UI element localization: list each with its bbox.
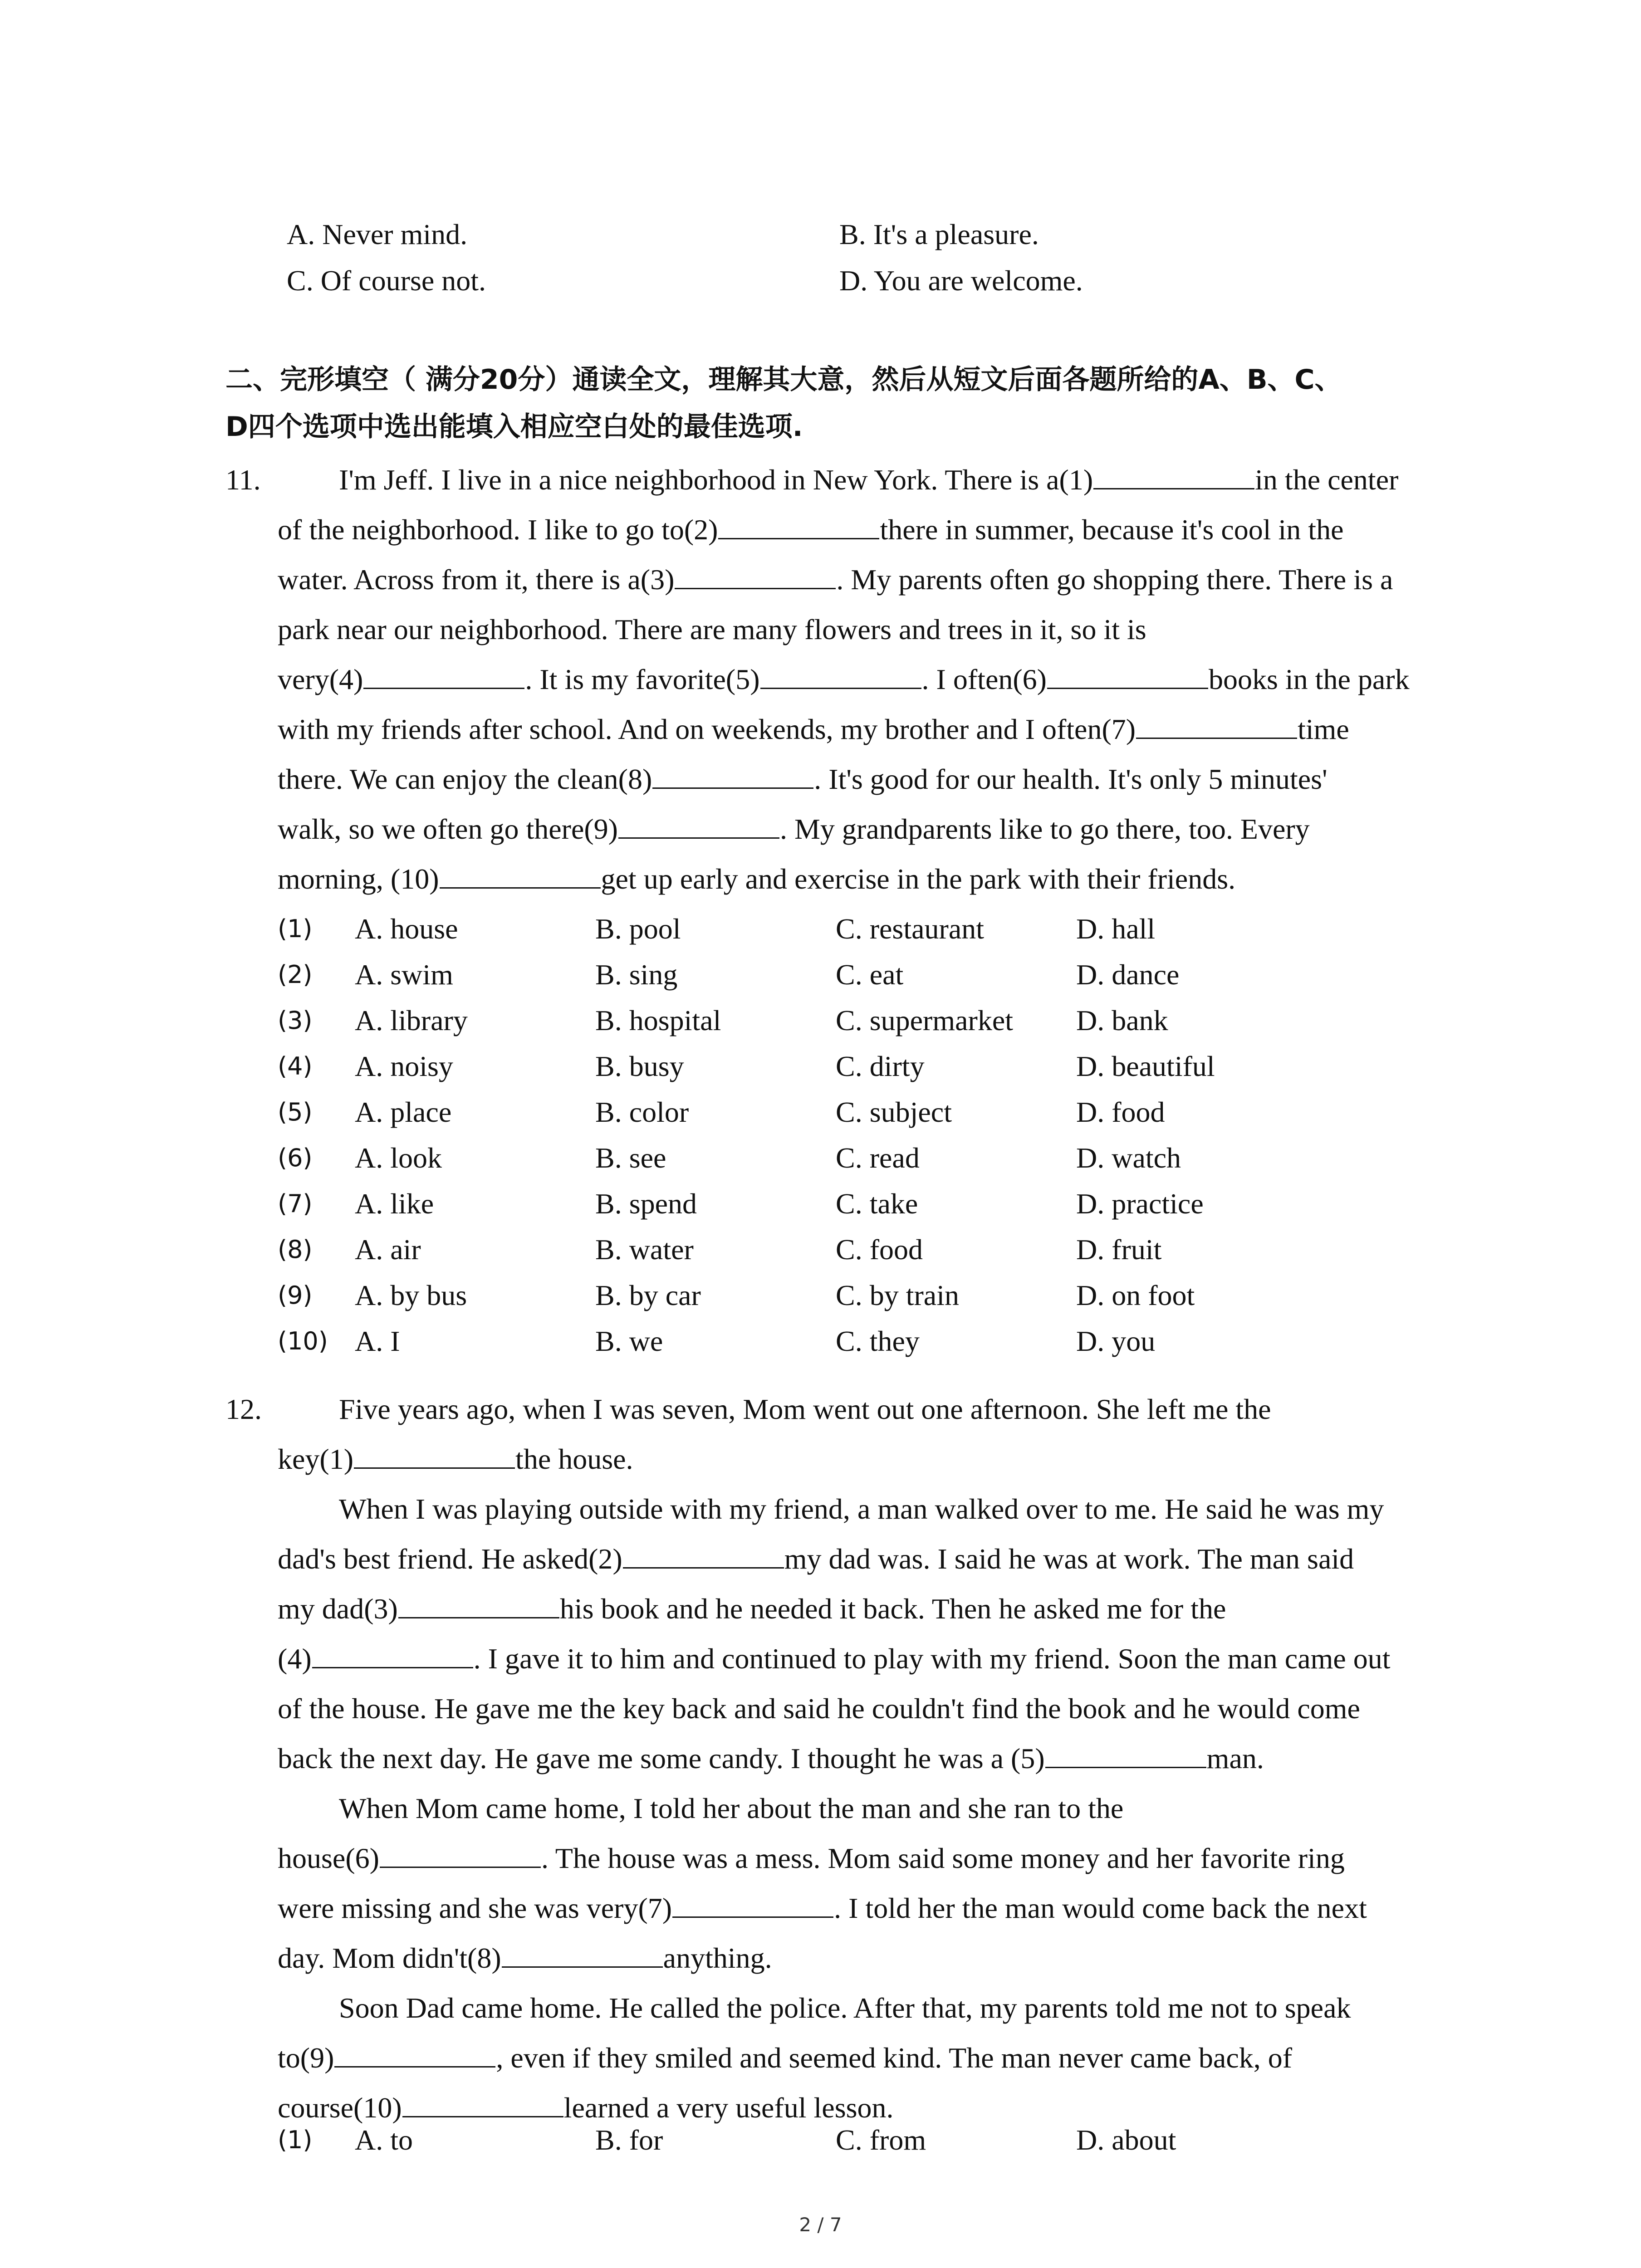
passage-line: water. Across from it, there is a(3) . My parents often go shopping there. There is a: [278, 555, 1453, 605]
passage-line: Soon Dad came home. He called the police. After that, my parents told me not to speak: [339, 1992, 1351, 2024]
option-b[interactable]: B. spend: [595, 1188, 697, 1220]
answer-blank: [363, 661, 524, 689]
option-d[interactable]: D. beautiful: [1076, 1050, 1215, 1082]
answer-blank: [440, 861, 601, 889]
option-c[interactable]: C. restaurant: [836, 913, 984, 945]
option-d[interactable]: D. on foot: [1076, 1279, 1195, 1311]
option-index: (1): [278, 2126, 313, 2154]
answer-blank: [675, 562, 836, 589]
answer-blank: [718, 512, 879, 539]
option-index: (7): [278, 1189, 313, 1218]
passage-line: I'm Jeff. I live in a nice neighborhood in New York. There is a(1) in the center: [278, 455, 1453, 505]
answer-blank: [760, 661, 921, 689]
passage-line: course(10) learned a very useful lesson.: [278, 2083, 1453, 2133]
option-b: B. It's a pleasure.: [839, 218, 1039, 250]
passage-line: When Mom came home, I told her about the man and she ran to the: [339, 1792, 1124, 1824]
answer-blank: [652, 761, 813, 789]
answer-blank: [334, 2040, 495, 2068]
answer-blank: [672, 1890, 833, 1918]
passage-line: with my friends after school. And on weekends, my brother and I often(7) time: [278, 704, 1453, 754]
option-c: C. Of course not.: [287, 264, 486, 297]
passage-line: When I was playing outside with my friend, a man walked over to me. He said he was my: [339, 1493, 1384, 1525]
option-c[interactable]: C. take: [836, 1188, 918, 1220]
answer-blank: [398, 1591, 559, 1618]
option-c[interactable]: C. by train: [836, 1279, 959, 1311]
answer-blank: [312, 1641, 473, 1668]
option-c[interactable]: C. food: [836, 1233, 923, 1266]
option-b[interactable]: B. color: [595, 1096, 689, 1128]
option-c[interactable]: C. dirty: [836, 1050, 925, 1082]
option-d[interactable]: D. practice: [1076, 1188, 1204, 1220]
option-a[interactable]: A. noisy: [355, 1050, 453, 1082]
section-heading-line1: 二、完形填空（ 满分20分）通读全文，理解其大意，然后从短文后面各题所给的A、B、C、: [225, 364, 1342, 396]
passage-line: morning, (10) get up early and exercise in the park with their friends.: [278, 854, 1453, 904]
option-a[interactable]: A. library: [355, 1004, 468, 1036]
option-b[interactable]: B. for: [595, 2124, 663, 2156]
option-d[interactable]: D. bank: [1076, 1004, 1168, 1036]
option-d[interactable]: D. fruit: [1076, 1233, 1162, 1266]
passage-line: Five years ago, when I was seven, Mom went out one afternoon. She left me the: [339, 1393, 1271, 1425]
passage-line: park near our neighborhood. There are many flowers and trees in it, so it is: [278, 613, 1146, 645]
option-c[interactable]: C. eat: [836, 958, 904, 991]
passage-line: my dad(3) his book and he needed it back. Then he asked me for the: [278, 1584, 1453, 1634]
passage-12: [278, 1384, 1453, 2133]
question-number-11: 11.: [225, 464, 261, 496]
answer-blank: [380, 1840, 541, 1868]
option-index: (10): [278, 1327, 328, 1355]
option-d[interactable]: D. watch: [1076, 1142, 1181, 1174]
option-c[interactable]: C. from: [836, 2124, 926, 2156]
option-b[interactable]: B. sing: [595, 958, 678, 991]
answer-blank: [623, 1541, 784, 1569]
section-heading-line2: D四个选项中选出能填入相应空白处的最佳选项.: [225, 411, 803, 443]
option-index: (6): [278, 1144, 313, 1172]
option-index: (4): [278, 1052, 313, 1080]
option-index: (3): [278, 1006, 313, 1035]
option-c[interactable]: C. supermarket: [836, 1004, 1013, 1036]
option-c[interactable]: C. read: [836, 1142, 920, 1174]
option-a[interactable]: A. house: [355, 913, 458, 945]
answer-blank: [1093, 462, 1254, 489]
option-index: (5): [278, 1098, 313, 1126]
option-index: (2): [278, 960, 313, 989]
option-a[interactable]: A. look: [355, 1142, 442, 1174]
option-a[interactable]: A. air: [355, 1233, 421, 1266]
option-a[interactable]: A. like: [355, 1188, 434, 1220]
answer-blank: [354, 1441, 515, 1469]
option-d[interactable]: D. food: [1076, 1096, 1165, 1128]
option-b[interactable]: B. water: [595, 1233, 694, 1266]
option-d[interactable]: D. hall: [1076, 913, 1156, 945]
option-b[interactable]: B. pool: [595, 913, 681, 945]
option-d: D. You are welcome.: [839, 264, 1083, 297]
passage-line: house(6) . The house was a mess. Mom said some money and her favorite ring: [278, 1833, 1453, 1883]
option-b[interactable]: B. we: [595, 1325, 663, 1357]
option-d[interactable]: D. about: [1076, 2124, 1176, 2156]
option-index: (1): [278, 914, 313, 943]
option-b[interactable]: B. hospital: [595, 1004, 721, 1036]
option-a[interactable]: A. by bus: [355, 1279, 467, 1311]
option-a[interactable]: A. place: [355, 1096, 452, 1128]
option-c[interactable]: C. subject: [836, 1096, 952, 1128]
option-a[interactable]: A. I: [355, 1325, 400, 1357]
answer-blank: [402, 2090, 563, 2117]
option-a[interactable]: A. swim: [355, 958, 453, 991]
option-c[interactable]: C. they: [836, 1325, 920, 1357]
option-b[interactable]: B. busy: [595, 1050, 684, 1082]
option-index: (8): [278, 1235, 313, 1264]
answer-blank: [502, 1940, 663, 1968]
answer-blank: [618, 811, 779, 839]
passage-line: of the neighborhood. I like to go to(2) there in summer, because it's cool in the: [278, 505, 1453, 555]
option-b[interactable]: B. by car: [595, 1279, 701, 1311]
option-a[interactable]: A. to: [355, 2124, 413, 2156]
passage-line: (4) . I gave it to him and continued to play with my friend. Soon the man came out: [278, 1634, 1453, 1684]
passage-line: back the next day. He gave me some candy. I thought he was a (5) man.: [278, 1734, 1453, 1784]
passage-line: of the house. He gave me the key back and said he couldn't find the book and he would come: [278, 1692, 1360, 1725]
passage-line: day. Mom didn't(8) anything.: [278, 1933, 1453, 1983]
passage-line: walk, so we often go there(9) . My grandparents like to go there, too. Every: [278, 804, 1453, 854]
answer-blank: [1136, 711, 1297, 739]
question-number-12: 12.: [225, 1393, 262, 1425]
passage-line: to(9) , even if they smiled and seemed kind. The man never came back, of: [278, 2033, 1453, 2083]
option-b[interactable]: B. see: [595, 1142, 666, 1174]
option-d[interactable]: D. dance: [1076, 958, 1180, 991]
passage-line: key(1) the house.: [278, 1434, 1453, 1484]
answer-blank: [1045, 1740, 1206, 1768]
passage-11: [278, 455, 1453, 904]
answer-blank: [1047, 661, 1208, 689]
passage-line: there. We can enjoy the clean(8) . It's good for our health. It's only 5 minutes': [278, 754, 1453, 804]
option-d[interactable]: D. you: [1076, 1325, 1156, 1357]
option-index: (9): [278, 1281, 313, 1310]
section-heading: [225, 356, 1473, 450]
passage-line: very(4) . It is my favorite(5) . I often(6) books in the park: [278, 655, 1453, 704]
passage-line: dad's best friend. He asked(2) my dad was. I said he was at work. The man said: [278, 1534, 1453, 1584]
page-number: 2 / 7: [799, 2214, 842, 2236]
option-a: A. Never mind.: [287, 218, 468, 250]
passage-line: were missing and she was very(7) . I told her the man would come back the next: [278, 1883, 1453, 1933]
